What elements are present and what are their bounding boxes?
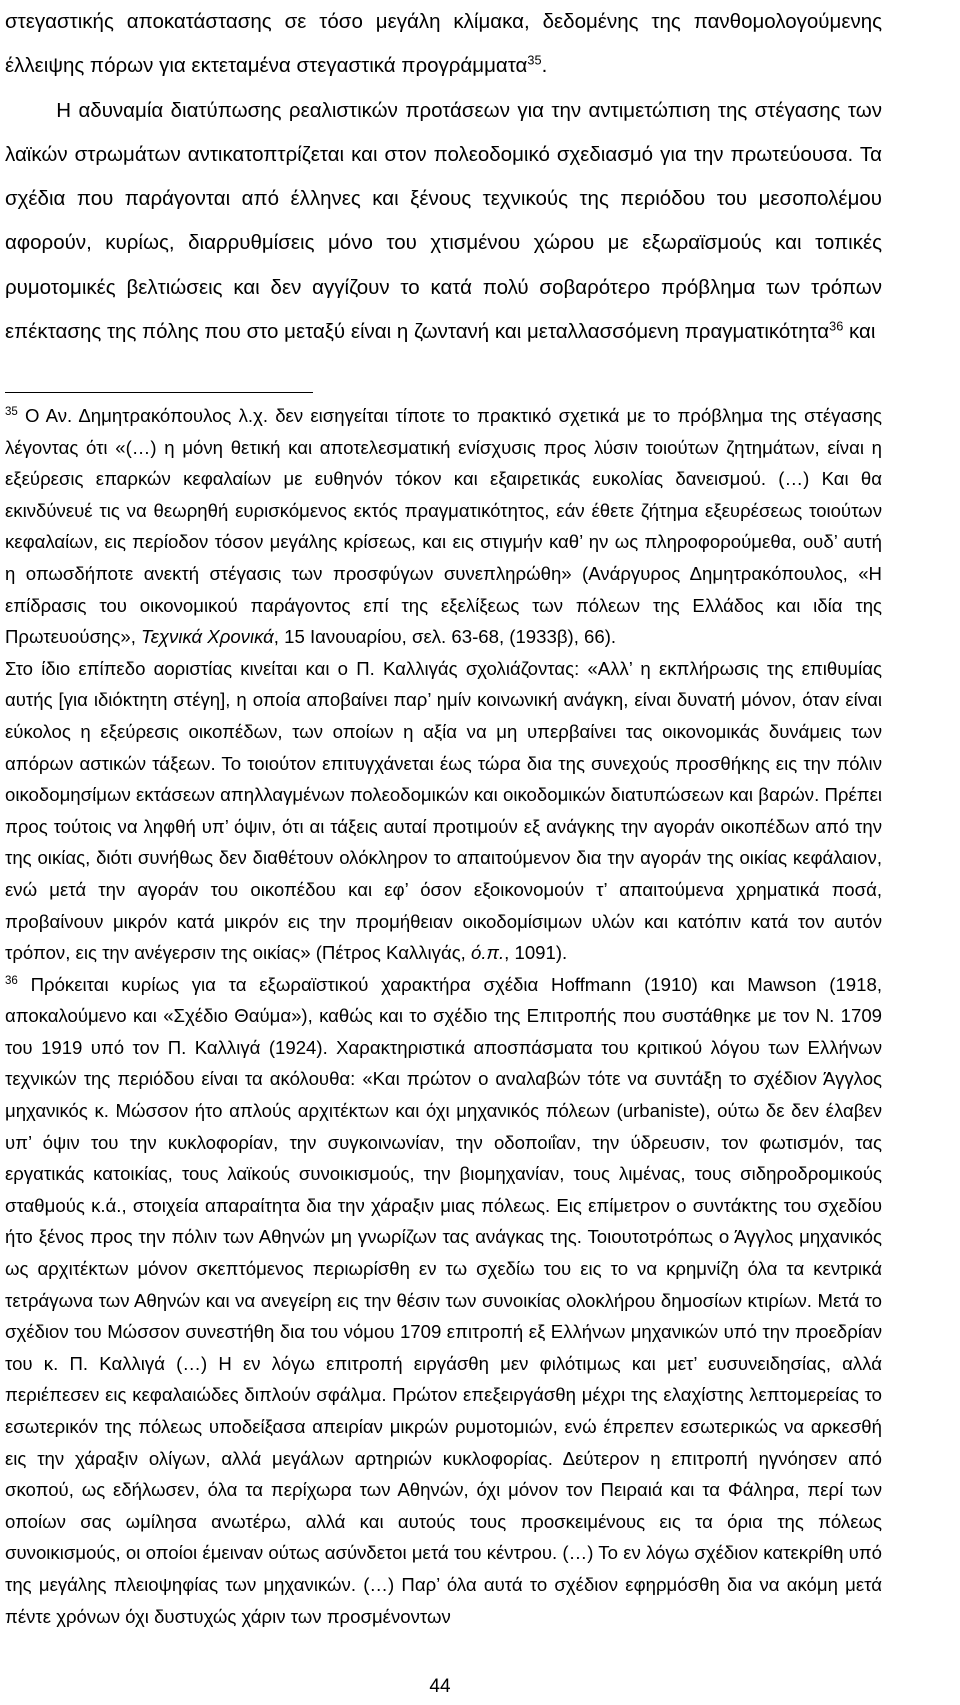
footnote-35-journal: Τεχνικά Χρονικά	[141, 626, 274, 648]
footnote-35-text-d: , 1091).	[504, 942, 568, 964]
paragraph-2-end: και	[843, 320, 876, 344]
paragraph-2-indent	[5, 99, 56, 122]
footnote-35-marker: 35	[5, 406, 18, 419]
footnotes-section	[5, 400, 882, 1632]
footnote-ref-35[interactable]: 35	[527, 52, 542, 68]
footnote-35-text-b: , 15 Ιανουαρίου, σελ. 63-68, (1933β), 66).	[273, 626, 617, 648]
footnote-separator	[5, 392, 313, 393]
footnote-36-marker: 36	[5, 974, 18, 987]
body-text	[5, 0, 882, 354]
footnote-35-text-c: Στο ίδιο επίπεδο αοριστίας κινείται και ο Π. Καλλιγάς σχολιάζοντας: «Αλλ’ η εκπλήρωσις της επιθυμίας αυτής [για ιδιόκτητη στέγη], η οποία αποβαίνει παρ’ ημίν κοινωνική ανάγκη, είναι δυνατή μόνον, όταν είναι εύκολος η εξεύρεσις οικοπέδων, των οποίων η αξία να μη υπερβαίνει τας οικονομικάς δυνάμεις των απόρων αστικών τάξεων. Το τοιούτον επιτυγχάνεται έως τώρα δια της συνεχούς προσθήκης εις την πόλιν οικοδομησίμων εκτάσεων απηλλαγμένων πολεοδομικών και οικοδομικών διατυπώσεων και βαρών. Πρέπει προς τούτοις να ληφθή υπ’ όψιν, ότι αι τάξεις αυταί προτιμούν εξ ανάγκης την αγοράν οικοπέδων από την της οικίας, διότι συνήθως δεν διαθέτουν ολόκληρον το απαιτούμενον δια την αγοράν της οικίας κεφάλαιον, ενώ μετά την αγοράν του οικοπέδου και εφ’ όσον εξοικονομούν τ’ απαιτούμενα χρηματικά ποσά, προβαίνουν μικρόν κατά μικρόν εις την προμήθειαν οικοδομίσιμων υλών και κατόπιν κατά τον αυτόν τρόπον, εις την ανέγερσιν της οικίας» (Πέτρος Καλλιγάς,	[5, 657, 882, 964]
footnote-ref-36[interactable]: 36	[829, 318, 844, 334]
paragraph-1: στεγαστικής αποκατάστασης σε τόσο μεγάλη κλίμακα, δεδομένης της πανθομολογούμενης έλλειψης πόρων για εκτεταμένα στεγαστικά προγράμματα	[5, 10, 882, 78]
paragraph-1-end: .	[541, 54, 548, 78]
footnote-35	[5, 400, 882, 653]
paragraph-2: Η αδυναμία διατύπωσης ρεαλιστικών προτάσεων για την αντιμετώπιση της στέγασης των λαϊκών στρωμάτων αντικατοπτρίζεται και στον πολεοδομικό σχεδιασμό για την πρωτεύουσα. Τα σχέδια που παράγονται από έλληνες και ξένους τεχνικούς της περιόδου του μεσοπολέμου αφορούν, κυρίως, διαρρυθμίσεις μόνο του χτισμένου χώρου με εξωραϊσμούς και τοπικές ρυμοτομικές βελτιώσεις και δεν αγγίζουν το κατά πολύ σοβαρότερο πρόβλημα των τρόπων επέκτασης της πόλης που στο μεταξύ είναι η ζωντανή και μεταλλασσόμενη πραγματικότητα	[5, 98, 882, 344]
footnote-36-text: Πρόκειται κυρίως για τα εξωραϊστικού χαρακτήρα σχέδια Hoffmann (1910) και Mawson (1918, αποκαλούμενο και «Σχέδιο Θαύμα»), καθώς και το σχέδιο της Επιτροπής που συστάθηκε με τον Ν. 1709 του 1919 υπό τον Π. Καλλιγά (1924). Χαρακτηριστικά αποσπάσματα του κριτικού λόγου των Ελλήνων τεχνικών της περιόδου είναι τα ακόλουθα: «Και πρώτον ο αναλαβών τότε να συντάξη το σχέδιον Άγγλος μηχανικός κ. Μώσσον ήτο απλούς αρχιτέκτων και όχι μηχανικός πόλεων (urbaniste), ούτω δε δεν έλαβεν υπ’ όψιν του την κυκλοφορίαν, την συγκοινωνίαν, την οδοποιΐαν, την ύδρευσιν, τον φωτισμόν, τας εργατικάς κατοικίας, τους λαϊκούς συνοικισμούς, την βιομηχανίαν, τους λιμένας, τους σιδηροδρομικούς σταθμούς κ.ά., στοιχεία απαραίτητα δια την χάραξιν μιας πόλεως. Εις επίμετρον ο συντάκτης του σχεδίου ήτο ξένος προς την πόλιν των Αθηνών μη γνωρίζων τας ανάγκας της. Τοιουτοτρόπως ο Άγγλος μηχανικός ως αρχιτέκτων μόνον σκεπτόμενος περιωρίσθη εν τω σχεδίω του εις το να κρημνίζη όλα τα κεντρικά τετράγωνα των Αθηνών και να ανεγείρη εις την θέσιν των συνοικίας ολοκλήρου δημοσίων κτιρίων. Μετά το σχέδιον του Μώσσον συνεστήθη δια του νόμου 1709 επιτροπή εξ Ελλήνων μηχανικών υπό την προεδρίαν του κ. Π. Καλλιγά (…) Η εν λόγω επιτροπή ειργάσθη μεν φιλότιμως και μετ’ ευσυνειδησίας, αλλά περιέπεσεν εις κεφαλαιώδες διπλούν σφάλμα. Πρώτον επεξειργάσθη μέχρι της ελαχίστης λεπτομερείας το εσωτερικόν της πόλεως υποδείξασα απειρίαν μικρών ρυμοτομιών, ενώ έπρεπεν εσωτερικώς να αρκεσθή εις την χάραξιν ολίγων, αλλά μεγάλων αρτηριών κυκλοφορίας. Δεύτερον η επιτροπή ηγνόησεν από σκοπού, ως εδήλωσεν, όλα τα περίχωρα των Αθηνών, όχι μόνον τον Πειραιά και τα Φάληρα, περί των οποίων σας ωμίλησα ανωτέρω, αλλά και αυτούς τους προσκειμένους εις τα όρια της πόλεως συνοικισμούς, οι οποίοι έμειναν ούτως ασύνδετοι μετά του κέντρου. (…) Το εν λόγω σχέδιον κατεκρίθη υπό της μεγάλης πλειοψηφίας των μηχανικών. (…) Παρ’ όλα αυτά το σχέδιον εφηρμόσθη δια να ακόμη μετά πέντε χρόνων όχι δυστυχώς χάριν των προσμένοντων	[5, 973, 882, 1627]
footnote-35-text-a: Ο Αν. Δημητρακόπουλος λ.χ. δεν εισηγείται τίποτε το πρακτικό σχετικά με το πρόβλημα της στέγασης λέγοντας ότι «(…) η μόνη θετική και αποτελεσματική ενίσχυσις προς λύσιν τοιούτων ζητημάτων, είναι η εξεύρεσις επαρκών κεφαλαίων με ευθηνόν τόκον και εξαιρετικάς ευκολίας δανεισμού. (…) Και θα εκινδύνευέ τις να θεωρηθή ευρισκόμενος εκτός πραγματικότητος, εάν έθετε ζήτημα εξευρέσεως τοιούτων κεφαλαίων, εις περίοδον τόσον μεγάλης κρίσεως, και εις στιγμήν καθ’ ην ως πληροφορούμεθα, ουδ’ αυτή η οπωσδήποτε ανεκτή στέγασις των προσφύγων συνεπληρώθη» (Ανάργυρος Δημητρακόπουλος, «Η επίδρασις του οικονομικού παράγοντος επί της εξελίξεως των πόλεων της Ελλάδος και ιδία της Πρωτευούσης»,	[5, 405, 882, 648]
footnote-36	[5, 969, 882, 1632]
footnote-35-op-cit: ό.π.	[471, 942, 505, 964]
footnote-35-continued	[5, 653, 882, 969]
page-number: 44	[429, 1676, 451, 1697]
